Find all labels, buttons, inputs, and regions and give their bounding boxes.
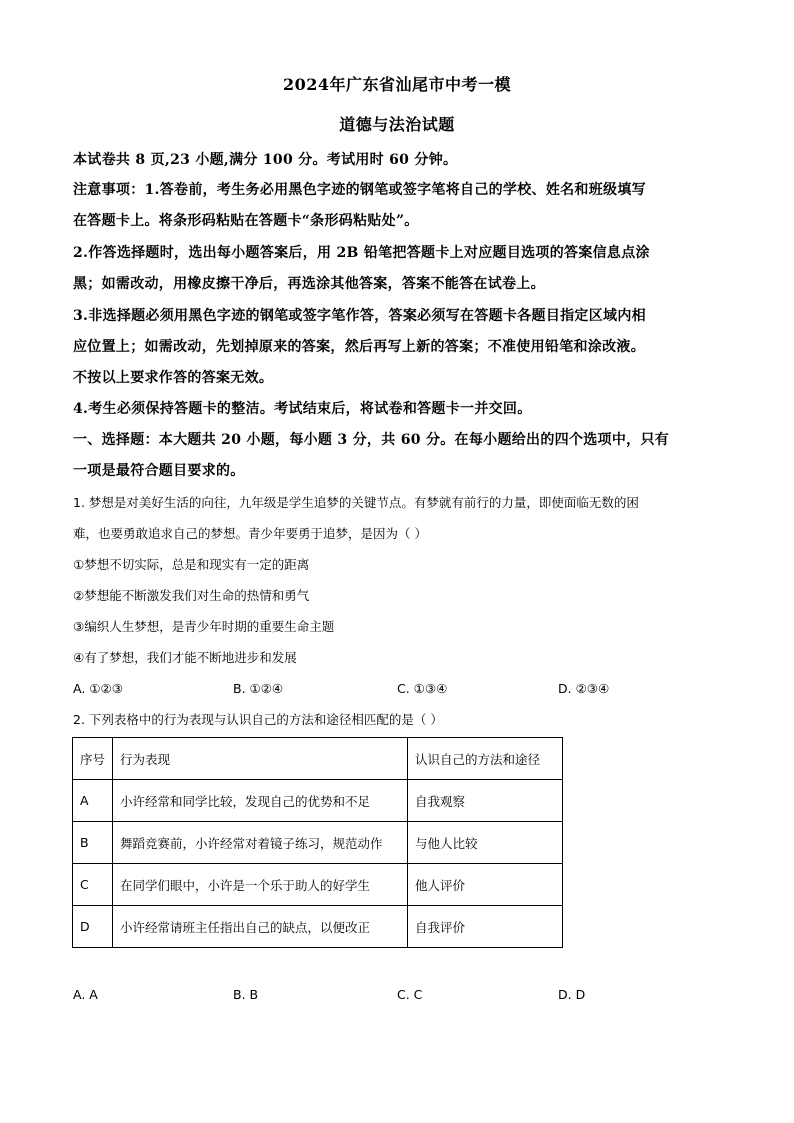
exam-title: 2024年广东省汕尾市中考一模 — [282, 75, 512, 94]
exam-subject: 道德与法治试题 — [339, 115, 455, 134]
table-cell: 自我评价 — [408, 906, 563, 948]
table-cell: D — [73, 906, 113, 948]
q1-item-4: ④有了梦想，我们才能不断地进步和发展 — [73, 650, 297, 665]
section-heading-line-2: 一项是最符合题目要求的。 — [73, 463, 245, 479]
table-cell: 与他人比较 — [408, 822, 563, 864]
table-row — [73, 906, 563, 948]
table-cell: 他人评价 — [408, 864, 563, 906]
q1-option-d: D. ②③④ — [558, 681, 610, 696]
table-cell: C — [73, 864, 113, 906]
notes-line-8: 不按以上要求作答的答案无效。 — [73, 370, 274, 386]
notes-line-5: 黑；如需改动，用橡皮擦干净后，再选涂其他答案，答案不能答在试卷上。 — [73, 276, 545, 292]
q2-stem: 2. 下列表格中的行为表现与认识自己的方法和途径相匹配的是（ ） — [73, 712, 443, 727]
q1-stem-line-2: 难，也要勇敢追求自己的梦想。青少年要勇于追梦，是因为（ ） — [73, 526, 427, 541]
notes-line-7: 应位置上；如需改动，先划掉原来的答案，然后再写上新的答案；不准使用铅笔和涂改液。 — [73, 339, 645, 355]
q2-option-d: D. D — [558, 987, 586, 1002]
notes-line-3: 在答题卡上。将条形码粘贴在答题卡“条形码粘贴处”。 — [73, 213, 419, 229]
table-header-row — [73, 738, 563, 780]
table-cell: A — [73, 780, 113, 822]
q1-item-3: ③编织人生梦想，是青少年时期的重要生命主题 — [73, 619, 335, 634]
table-header-cell: 认识自己的方法和途径 — [408, 738, 563, 780]
notes-line-6: 3.非选择题必须用黑色字迹的钢笔或签字笔作答，答案必须写在答题卡各题目指定区域内相 — [73, 308, 646, 324]
table-cell: 小许经常请班主任指出自己的缺点，以便改正 — [113, 906, 408, 948]
table-header-cell: 序号 — [73, 738, 113, 780]
q1-option-a: A. ①②③ — [73, 681, 123, 696]
table-cell: 自我观察 — [408, 780, 563, 822]
table-cell: 小许经常和同学比较，发现自己的优势和不足 — [113, 780, 408, 822]
q2-option-b: B. B — [233, 987, 259, 1002]
q2-option-c: C. C — [397, 987, 423, 1002]
table-cell: 在同学们眼中，小许是一个乐于助人的好学生 — [113, 864, 408, 906]
table-row — [73, 864, 563, 906]
q1-item-2: ②梦想能不断激发我们对生命的热情和勇气 — [73, 588, 310, 603]
table-cell: B — [73, 822, 113, 864]
q2-option-a: A. A — [73, 987, 98, 1002]
q1-option-c: C. ①③④ — [397, 681, 448, 696]
table-cell: 舞蹈竞赛前，小许经常对着镜子练习，规范动作 — [113, 822, 408, 864]
notes-line-1: 本试卷共 8 页,23 小题,满分 100 分。考试用时 60 分钟。 — [73, 152, 458, 168]
table-row — [73, 822, 563, 864]
q1-item-1: ①梦想不切实际，总是和现实有一定的距离 — [73, 557, 310, 572]
table-header-cell: 行为表现 — [113, 738, 408, 780]
section-heading-line-1: 一、选择题：本大题共 20 小题，每小题 3 分，共 60 分。在每小题给出的四个选项中，只有 — [73, 432, 670, 448]
q2-table — [72, 737, 563, 948]
table-row — [73, 780, 563, 822]
notes-line-2: 注意事项：1.答卷前，考生务必用黑色字迹的钢笔或签字笔将自己的学校、姓名和班级填写 — [73, 182, 646, 198]
q1-stem-line-1: 1. 梦想是对美好生活的向往，九年级是学生追梦的关键节点。有梦就有前行的力量，即使面临无数的困 — [73, 495, 639, 510]
notes-line-4: 2.作答选择题时，选出每小题答案后，用 2B 铅笔把答题卡上对应题目选项的答案信息点涂 — [73, 245, 650, 261]
notes-line-9: 4.考生必须保持答题卡的整洁。考试结束后，将试卷和答题卡一并交回。 — [73, 401, 532, 417]
q1-option-b: B. ①②④ — [233, 681, 284, 696]
